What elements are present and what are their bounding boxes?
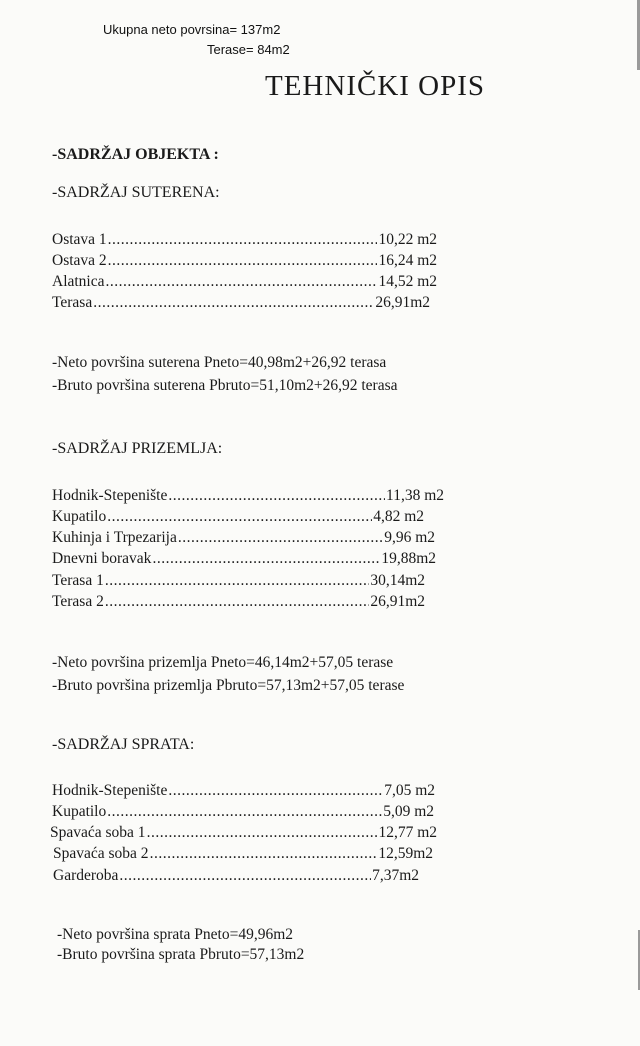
room-name: Terasa 1 (52, 572, 104, 589)
document-title: TEHNIČKI OPIS (265, 70, 486, 102)
room-area: 7,37m2 (372, 867, 419, 884)
total-net-area-note: Ukupna neto povrsina= 137m2 (103, 22, 281, 37)
room-row (52, 507, 424, 526)
room-area: 14,52 m2 (378, 273, 437, 290)
room-name: Kupatilo (52, 803, 107, 820)
room-name: Terasa 2 (52, 593, 104, 610)
ground-floor-gross-area: -Bruto površina prizemlja Pbruto=57,13m2+57,05 terase (52, 677, 405, 694)
room-row (52, 486, 444, 505)
room-name: Ostava 2 (52, 252, 107, 269)
room-row (52, 571, 425, 590)
upper-floor-net-area: -Neto površina sprata Pneto=49,96m2 (57, 926, 294, 943)
room-name: Garderoba (53, 867, 119, 884)
ground-floor-heading: -SADRŽAJ PRIZEMLJA: (52, 440, 223, 457)
basement-gross-area: -Bruto površina suterena Pbruto=51,10m2+26,92 terasa (52, 377, 398, 394)
room-name: Kuhinja i Trpezarija (52, 529, 177, 546)
room-area: 26,91m2 (375, 294, 430, 311)
room-area: 19,88m2 (381, 550, 436, 567)
room-area: 9,96 m2 (384, 529, 435, 546)
room-name: Ostava 1 (52, 231, 107, 248)
room-name: Kupatilo (52, 508, 107, 525)
room-name: Alatnica (52, 273, 105, 290)
room-row (52, 549, 436, 568)
object-contents-heading: -SADRŽAJ OBJEKTA : (52, 146, 219, 163)
room-row (52, 802, 434, 821)
room-row (52, 781, 435, 800)
room-area: 12,59m2 (378, 845, 433, 862)
room-area: 5,09 m2 (383, 803, 434, 820)
room-row (53, 844, 433, 863)
basement-net-area: -Neto površina suterena Pneto=40,98m2+26,92 terasa (52, 354, 387, 371)
room-row (52, 251, 437, 270)
room-area: 30,14m2 (370, 572, 425, 589)
room-name: Spavaća soba 1 (50, 824, 146, 841)
room-row (52, 528, 435, 547)
terrace-area-note: Terase= 84m2 (207, 42, 290, 57)
room-name: Terasa (52, 294, 93, 311)
room-row (53, 866, 419, 885)
room-area: 26,91m2 (370, 593, 425, 610)
basement-heading: -SADRŽAJ SUTERENA: (52, 184, 220, 201)
room-name: Dnevni boravak (52, 550, 152, 567)
room-row (50, 823, 437, 842)
room-area: 16,24 m2 (378, 252, 437, 269)
room-area: 7,05 m2 (384, 782, 435, 799)
room-name: Hodnik-Stepenište (52, 782, 168, 799)
room-row (52, 592, 425, 611)
room-area: 4,82 m2 (373, 508, 424, 525)
room-area: 11,38 m2 (386, 487, 444, 504)
upper-floor-heading: -SADRŽAJ SPRATA: (52, 736, 195, 753)
room-row (52, 293, 430, 312)
room-row (52, 272, 437, 291)
room-name: Spavaća soba 2 (53, 845, 149, 862)
upper-floor-gross-area: -Bruto površina sprata Pbruto=57,13m2 (57, 946, 305, 963)
ground-floor-net-area: -Neto površina prizemlja Pneto=46,14m2+57,05 terase (52, 654, 394, 671)
room-name: Hodnik-Stepenište (52, 487, 168, 504)
room-row (52, 230, 437, 249)
room-area: 12,77 m2 (378, 824, 437, 841)
room-area: 10,22 m2 (378, 231, 437, 248)
